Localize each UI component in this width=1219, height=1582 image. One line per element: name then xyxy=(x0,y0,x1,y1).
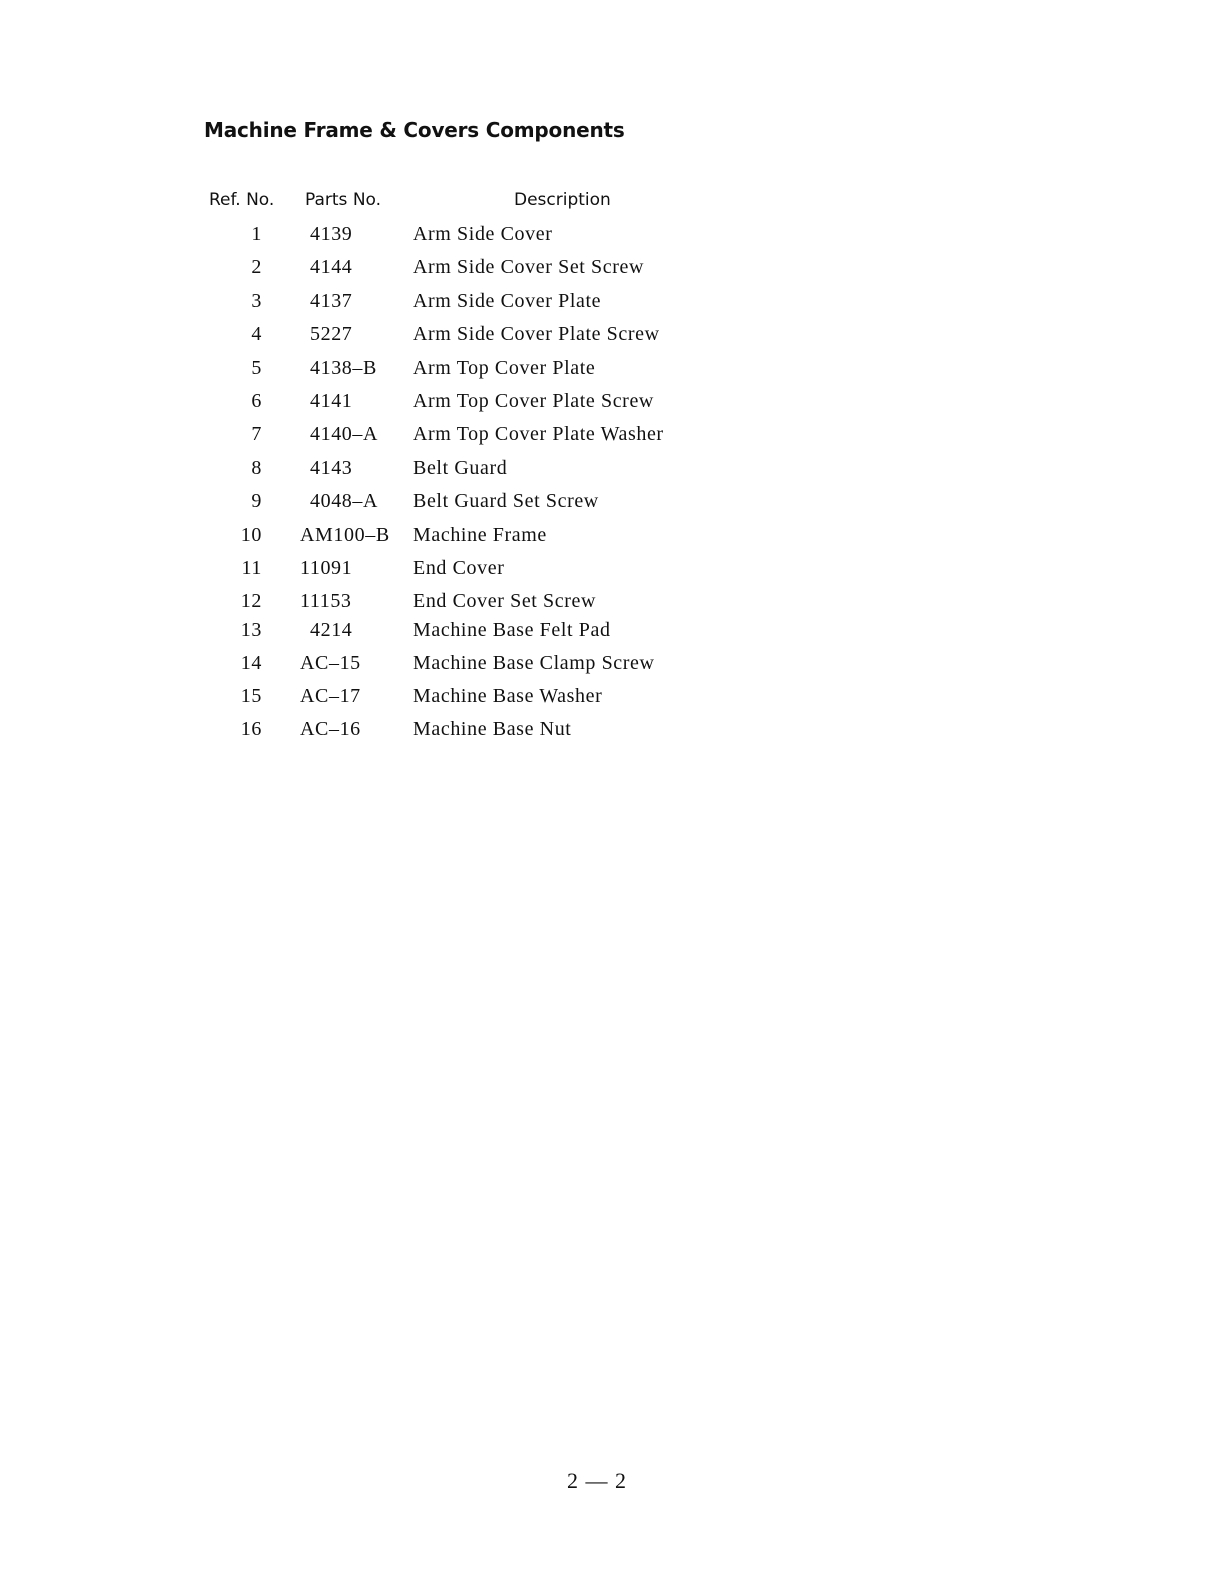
table-row xyxy=(0,256,1219,286)
ref-number: 4 xyxy=(251,323,262,345)
table-row xyxy=(0,390,1219,420)
ref-number: 1 xyxy=(251,223,262,245)
part-number: 5227 xyxy=(310,323,353,345)
part-number: 4138–B xyxy=(310,357,377,379)
part-number: 4144 xyxy=(310,256,353,278)
ref-number: 15 xyxy=(240,685,262,707)
ref-number: 9 xyxy=(251,490,262,512)
part-number: 11091 xyxy=(300,557,353,579)
part-number: 4141 xyxy=(310,390,353,412)
part-description: Machine Base Nut xyxy=(413,718,572,740)
part-number: 4143 xyxy=(310,457,353,479)
part-description: Arm Top Cover Plate Washer xyxy=(413,423,664,445)
part-description: Machine Base Clamp Screw xyxy=(413,652,655,674)
part-description: Arm Top Cover Plate xyxy=(413,357,596,379)
table-row xyxy=(0,590,1219,620)
table-row xyxy=(0,619,1219,649)
part-description: End Cover Set Screw xyxy=(413,590,597,612)
ref-number: 11 xyxy=(241,557,262,579)
table-row xyxy=(0,457,1219,487)
table-row xyxy=(0,323,1219,353)
table-row xyxy=(0,490,1219,520)
part-description: Arm Top Cover Plate Screw xyxy=(413,390,654,412)
part-number: 4139 xyxy=(310,223,353,245)
part-description: Machine Frame xyxy=(413,524,547,546)
table-row xyxy=(0,524,1219,554)
ref-number: 7 xyxy=(251,423,262,445)
table-row xyxy=(0,557,1219,587)
ref-number: 3 xyxy=(251,290,262,312)
part-number: 4137 xyxy=(310,290,353,312)
table-row xyxy=(0,290,1219,320)
page-number: 2 — 2 xyxy=(567,1468,627,1493)
ref-number: 5 xyxy=(251,357,262,379)
table-row xyxy=(0,223,1219,253)
ref-number: 10 xyxy=(240,524,262,546)
part-description: Belt Guard xyxy=(413,457,508,479)
part-description: Arm Side Cover xyxy=(413,223,553,245)
part-number: AC–16 xyxy=(300,718,361,740)
part-description: Machine Base Felt Pad xyxy=(413,619,611,641)
part-description: Arm Side Cover Plate xyxy=(413,290,602,312)
ref-number: 13 xyxy=(240,619,262,641)
ref-number: 6 xyxy=(251,390,262,412)
table-row xyxy=(0,685,1219,715)
ref-number: 12 xyxy=(240,590,262,612)
part-number: 4140–A xyxy=(310,423,379,445)
table-row xyxy=(0,423,1219,453)
ref-number: 16 xyxy=(240,718,262,740)
column-header-parts-no: Parts No. xyxy=(305,190,382,210)
parts-list xyxy=(0,0,1219,760)
table-row xyxy=(0,718,1219,748)
column-header-description: Description xyxy=(514,190,611,210)
part-description: Machine Base Washer xyxy=(413,685,603,707)
part-description: End Cover xyxy=(413,557,505,579)
part-number: AM100–B xyxy=(300,524,390,546)
part-number: 4214 xyxy=(310,619,353,641)
ref-number: 8 xyxy=(251,457,262,479)
part-number: AC–17 xyxy=(300,685,361,707)
part-number: AC–15 xyxy=(300,652,361,674)
part-description: Arm Side Cover Set Screw xyxy=(413,256,645,278)
part-number: 4048–A xyxy=(310,490,379,512)
part-description: Belt Guard Set Screw xyxy=(413,490,599,512)
table-row xyxy=(0,357,1219,387)
column-header-ref-no: Ref. No. xyxy=(209,190,275,210)
table-row xyxy=(0,652,1219,682)
ref-number: 2 xyxy=(251,256,262,278)
page-title: Machine Frame & Covers Components xyxy=(204,118,625,142)
part-number: 11153 xyxy=(300,590,352,612)
part-description: Arm Side Cover Plate Screw xyxy=(413,323,660,345)
ref-number: 14 xyxy=(240,652,262,674)
